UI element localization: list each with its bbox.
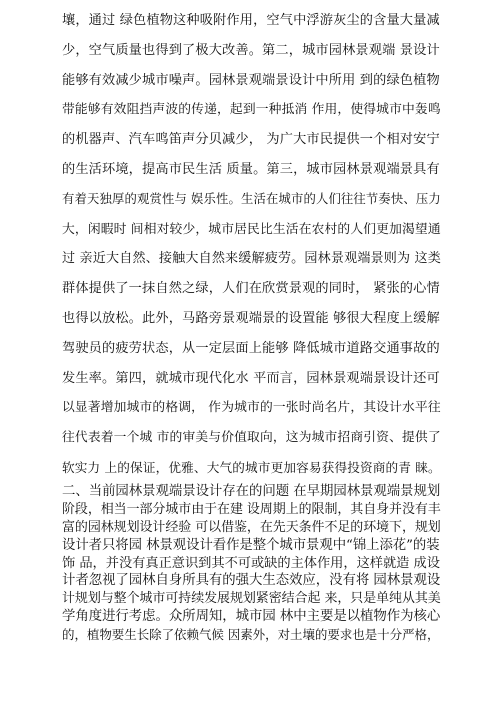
text-line: 驾驶员的疲劳状态，从一定层面上能够 降低城市道路交通事故的 [62,340,440,356]
text-line: 二、当前园林景观端景设计存在的问题 在早期园林景观端景规划 [62,484,441,499]
text-line: 大，闲暇时 间相对较少，城市居民比生活在农村的人们更加渴望通 [62,221,441,237]
text-line: 能够有效减少城市噪声。园林景观端景设计中所用 到的绿色植物 [62,72,440,88]
body-paragraph-problems [62,483,440,644]
text-line: 的生活环境，提高市民生活 质量。第三，城市园林景观端景具有 [62,161,440,177]
text-line: 发生率。第四，就城市现代化水 平而言，园林景观端景设计还可 [62,370,440,386]
text-line: 计者忽视了园林自身所具有的强大生态效应，没有将 园林景观设 [62,573,441,589]
text-line: 也得以放松。此外，马路旁景观端景的设置能 够很大程度上缓解 [62,310,440,326]
text-line: 以显著增加城市的格调， 作为城市的一张时尚名片，其设计水平往 [62,400,441,416]
text-line: 软实力 上的保证，优雅、大气的城市更加容易获得投资商的青 睐。 [62,459,441,475]
text-line: 带能够有效阻挡声波的传递，起到一种抵消 作用，使得城市中轰鸣 [62,102,441,118]
text-line: 富的园林规划设计经验 可以借鉴，在先天条件不足的环境下，规划 [62,519,441,535]
text-line: 的，植物要生长除了依赖气候 因素外，对土壤的要求也是十分严格， [62,627,440,643]
text-line: 少，空气质量也得到了极大改善。第二，城市园林景观端 景设计 [62,42,440,58]
text-line: 的机器声、汽车鸣笛声分贝减少， 为广大市民提供一个相对安宁 [62,132,440,148]
text-line: 有着天独厚的观赏性与 娱乐性。生活在城市的人们往往节奏快、压力 [62,191,441,206]
text-line: 往代表着一个城 市的审美与价值取向，这为城市招商引资、提供了 [62,430,441,446]
text-line: 设计者只将园 林景观设计看作是整个城市景观中“锦上添花”的装 [62,537,440,553]
text-line: 群体提供了一抹自然之绿，人们在欣赏景观的同时， 紧张的心情 [62,281,440,297]
text-line: 饰 品，并没有真正意识到其不可或缺的主体作用，这样就造 成设 [62,555,440,571]
body-paragraph-benefits [62,6,440,483]
text-line: 学角度进行考虑。众所周知，城市园 林中主要是以植物作为核心 [62,609,441,625]
text-line: 计规划与整个城市可持续发展规划紧密结合起 来，只是单纯从其美 [62,591,441,607]
text-line: 壤，通过 绿色植物这种吸附作用，空气中浮游灰尘的含量大量减 [62,13,440,28]
text-line: 过 亲近大自然、接触大自然来缓解疲劳。园林景观端景则为 这类 [62,251,442,267]
text-line: 阶段，相当一部分城市由于在建 设周期上的限制，其自身并没有丰 [62,501,441,517]
